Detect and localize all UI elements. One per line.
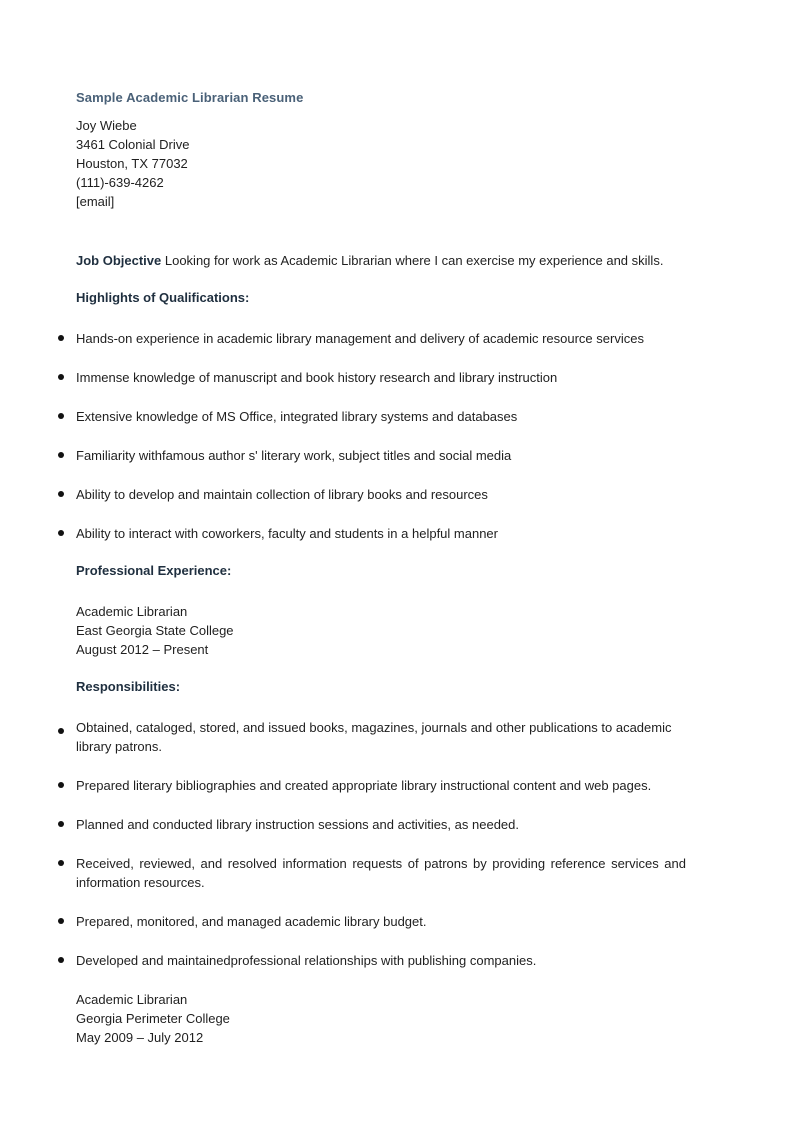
highlight-item: Hands-on experience in academic library management and delivery of academic resource services <box>76 329 686 348</box>
bullet-icon <box>58 782 64 788</box>
responsibility-item: Received, reviewed, and resolved information requests of patrons by providing reference services and information resources. <box>76 854 686 892</box>
objective-text: Looking for work as Academic Librarian where I can exercise my experience and skills. <box>161 253 664 268</box>
job-entry <box>76 602 234 659</box>
bullet-icon <box>58 491 64 497</box>
highlight-item: Familiarity withfamous author s' literary work, subject titles and social media <box>76 446 686 465</box>
responsibility-item: Planned and conducted library instruction sessions and activities, as needed. <box>76 815 686 834</box>
responsibility-item: Developed and maintainedprofessional relationships with publishing companies. <box>76 951 686 970</box>
bullet-icon <box>58 957 64 963</box>
highlight-item: Ability to interact with coworkers, faculty and students in a helpful manner <box>76 524 686 543</box>
bullet-icon <box>58 918 64 924</box>
job-objective <box>76 251 663 270</box>
bullet-icon <box>58 374 64 380</box>
bullet-icon <box>58 413 64 419</box>
highlights-heading: Highlights of Qualifications: <box>76 290 250 305</box>
bullet-icon <box>58 860 64 866</box>
job-title: Academic Librarian <box>76 992 188 1007</box>
highlight-item: Immense knowledge of manuscript and book history research and library instruction <box>76 368 686 387</box>
contact-street: 3461 Colonial Drive <box>76 137 190 152</box>
contact-email: [email] <box>76 194 115 209</box>
contact-city: Houston, TX 77032 <box>76 156 188 171</box>
bullet-icon <box>58 335 64 341</box>
bullet-icon <box>58 728 64 734</box>
job-entry <box>76 990 230 1047</box>
responsibility-item: Prepared, monitored, and managed academic library budget. <box>76 912 686 931</box>
bullet-icon <box>58 821 64 827</box>
objective-label: Job Objective <box>76 253 162 268</box>
contact-phone: (111)-639-4262 <box>76 175 164 190</box>
responsibilities-heading: Responsibilities: <box>76 679 181 694</box>
job-title: Academic Librarian <box>76 604 188 619</box>
contact-block <box>76 116 189 211</box>
responsibility-item: Obtained, cataloged, stored, and issued books, magazines, journals and other publications to academic library patrons. <box>76 718 686 756</box>
job-dates: May 2009 – July 2012 <box>76 1030 204 1045</box>
job-employer: Georgia Perimeter College <box>76 1011 230 1026</box>
document-title: Sample Academic Librarian Resume <box>76 90 304 105</box>
job-employer: East Georgia State College <box>76 623 234 638</box>
bullet-icon <box>58 530 64 536</box>
job-dates: August 2012 – Present <box>76 642 209 657</box>
highlight-item: Ability to develop and maintain collection of library books and resources <box>76 485 686 504</box>
responsibility-item: Prepared literary bibliographies and created appropriate library instructional content and web pages. <box>76 776 686 795</box>
highlight-item: Extensive knowledge of MS Office, integrated library systems and databases <box>76 407 686 426</box>
contact-name: Joy Wiebe <box>76 118 137 133</box>
experience-heading: Professional Experience: <box>76 563 232 578</box>
bullet-icon <box>58 452 64 458</box>
